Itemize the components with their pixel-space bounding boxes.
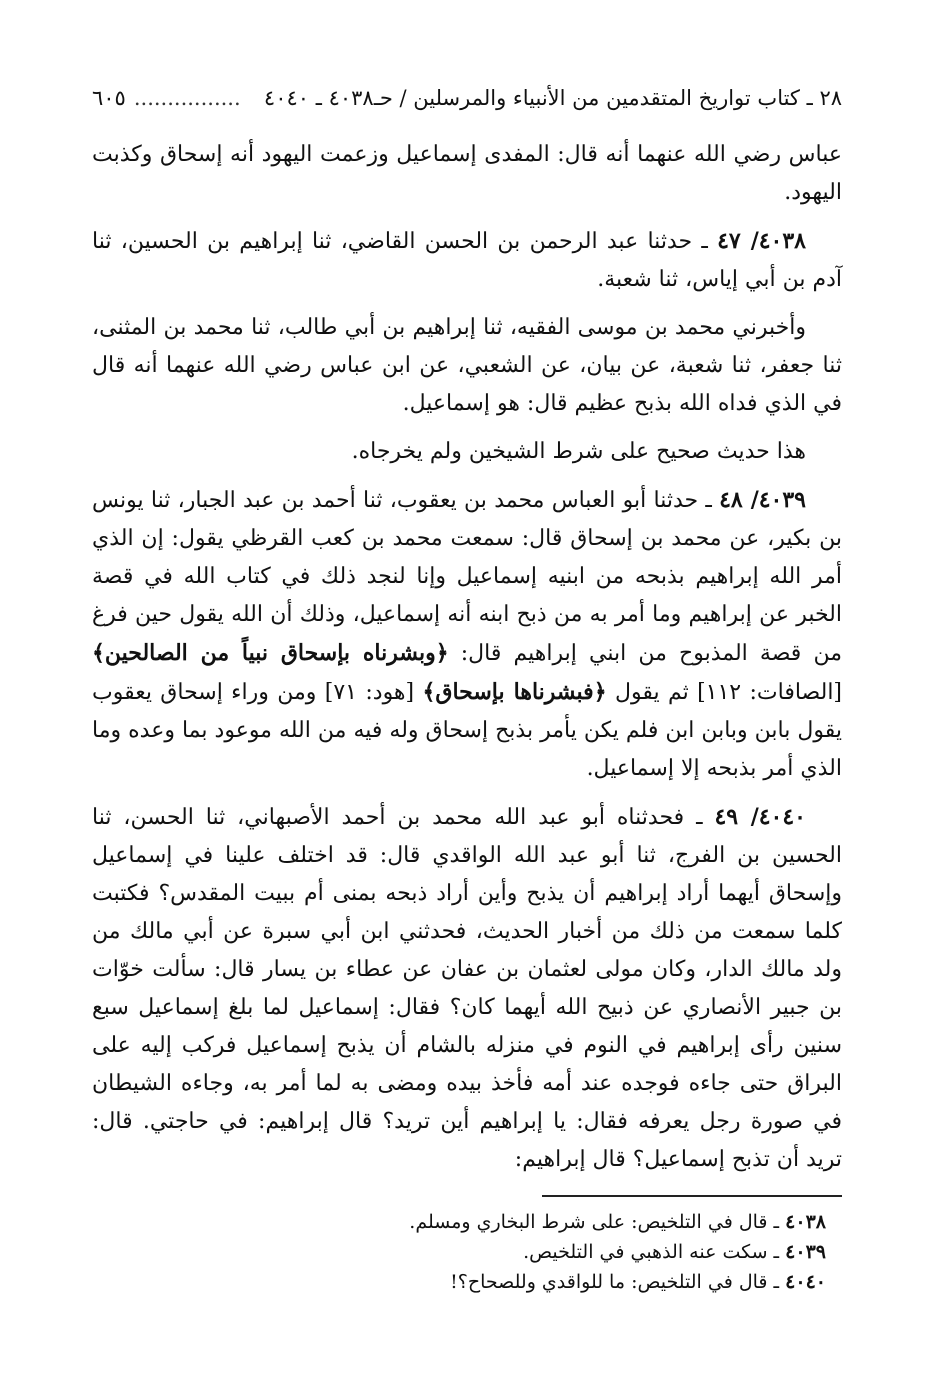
paragraph-4 xyxy=(92,433,842,471)
hadith-4039-text-b: [الصافات: ١١٢] ثم يقول xyxy=(614,680,843,705)
hadith-4038 xyxy=(92,222,842,299)
hadith-4040-number: ٤٠٤٠/ ٤٩ xyxy=(714,804,806,830)
running-head xyxy=(92,84,842,114)
footnotes xyxy=(92,1207,842,1297)
main-text xyxy=(92,136,842,1179)
page-number: ٦٠٥ xyxy=(92,86,126,110)
hadith-4039-text-a: ـ حدثنا أبو العباس محمد بن يعقوب، ثنا أحمد بن عبد الجبار، ثنا يونس بن بكير، عن محمد بن إسحاق قال: سمعت محمد بن كعب القرظي يقول: إن الذي أمر الله إبراهيم بذبحه من ابنيه إسماعيل وإنا لنجد ذلك في كتاب الله في قصة الخبر عن إبراهيم وما أمر به من ذبح ابنه أنه إسماعيل، وذلك أن الله يقول حين فرغ من قصة المذبوح من ابني إبراهيم قال: xyxy=(92,488,843,666)
paragraph-3 xyxy=(92,309,842,423)
footnote-4038 xyxy=(92,1207,826,1237)
hadith-4040 xyxy=(92,798,842,1179)
paragraph-1-text: عباس رضي الله عنهما أنه قال: المفدى إسماعيل وزعمت اليهود أنه إسحاق وكذبت اليهود. xyxy=(92,142,842,205)
paragraph-4-text: هذا حديث صحيح على شرط الشيخين ولم يخرجاه. xyxy=(351,439,806,464)
quran-quote-1: ﴿وبشرناه بإسحاق نبياً من الصالحين﴾ xyxy=(92,640,449,666)
footnote-number: ٤٠٣٨ xyxy=(785,1211,826,1233)
page-number-area xyxy=(92,84,241,112)
hadith-4038-text: ـ حدثنا عبد الرحمن بن الحسن القاضي، ثنا إبراهيم بن الحسين، ثنا آدم بن أبي إياس، ثنا شعبة. xyxy=(92,229,842,292)
paragraph-3-text: وأخبرني محمد بن موسى الفقيه، ثنا إبراهيم بن أبي طالب، ثنا محمد بن المثنى، ثنا جعفر، ثنا شعبة، عن بيان، عن الشعبي، عن ابن عباس رضي الله عنهما أنه قال في الذي فداه الله بذبح عظيم قال: هو إسماعيل. xyxy=(92,315,842,416)
hadith-4040-text: ـ فحدثناه أبو عبد الله محمد بن أحمد الأصبهاني، ثنا الحسن، ثنا الحسين بن الفرج، ثنا أبو عبد الله الواقدي قال: قد اختلف علينا في إسماعيل وإسحاق أيهما أراد إبراهيم أن يذبح وأين أراد ذبحه بمنى أم ببيت المقدس؟ فكتبت كلما سمعت من ذلك من أخبار الحديث، فحدثني ابن أبي سبرة عن أبي مالك من ولد مالك الدار، وكان مولى لعثمان بن عفان عن عطاء بن يسار قال: سألت خوّات بن جبير الأنصاري عن ذبيح الله أيهما كان؟ فقال: إسماعيل لما بلغ إسماعيل سبع سنين رأى إبراهيم في النوم في منزله بالشام أن يذبح إسماعيل فركب إليه على البراق حتى جاءه فوجده عند أمه فأخذ بيده ومضى به لما أمر به، وجاءه الشيطان في صورة رجل يعرفه فقال: يا إبراهيم أين تريد؟ قال إبراهيم: في حاجتي. قال: تريد أن تذبح إسماعيل؟ قال إبراهيم: xyxy=(92,805,843,1172)
paragraph-1 xyxy=(92,136,842,212)
hadith-4038-number: ٤٠٣٨/ ٤٧ xyxy=(717,228,806,254)
quran-quote-2: ﴿فبشرناها بإسحاق﴾ xyxy=(422,679,607,705)
footnote-divider xyxy=(542,1195,842,1197)
hadith-4039-text-c: [هود: ٧١] ومن وراء إسحاق يعقوب يقول بابن وبابن ابن فلم يكن يأمر بذبح إسحاق وله فيه من الله موعود بما وعده وما الذي أمر بذبحه إلا إسماعيل. xyxy=(92,680,842,781)
footnote-number: ٤٠٣٩ xyxy=(785,1241,826,1263)
footnote-4039 xyxy=(92,1237,826,1267)
footnote-text: ـ قال في التلخيص: على شرط البخاري ومسلم. xyxy=(409,1211,780,1233)
hadith-4039 xyxy=(92,481,842,788)
hadith-4039-number: ٤٠٣٩/ ٤٨ xyxy=(719,487,806,513)
footnote-text: ـ سكت عنه الذهبي في التلخيص. xyxy=(523,1241,780,1263)
footnote-4040 xyxy=(92,1267,826,1297)
footnote-text: ـ قال في التلخيص: ما للواقدي وللصحاح؟! xyxy=(450,1271,780,1293)
leader-dots: ................ xyxy=(133,86,241,110)
running-head-title: ٢٨ ـ كتاب تواريخ المتقدمين من الأنبياء والمرسلين / حـ٤٠٣٨ ـ ٤٠٤٠ xyxy=(263,86,842,110)
footnote-number: ٤٠٤٠ xyxy=(785,1271,826,1293)
